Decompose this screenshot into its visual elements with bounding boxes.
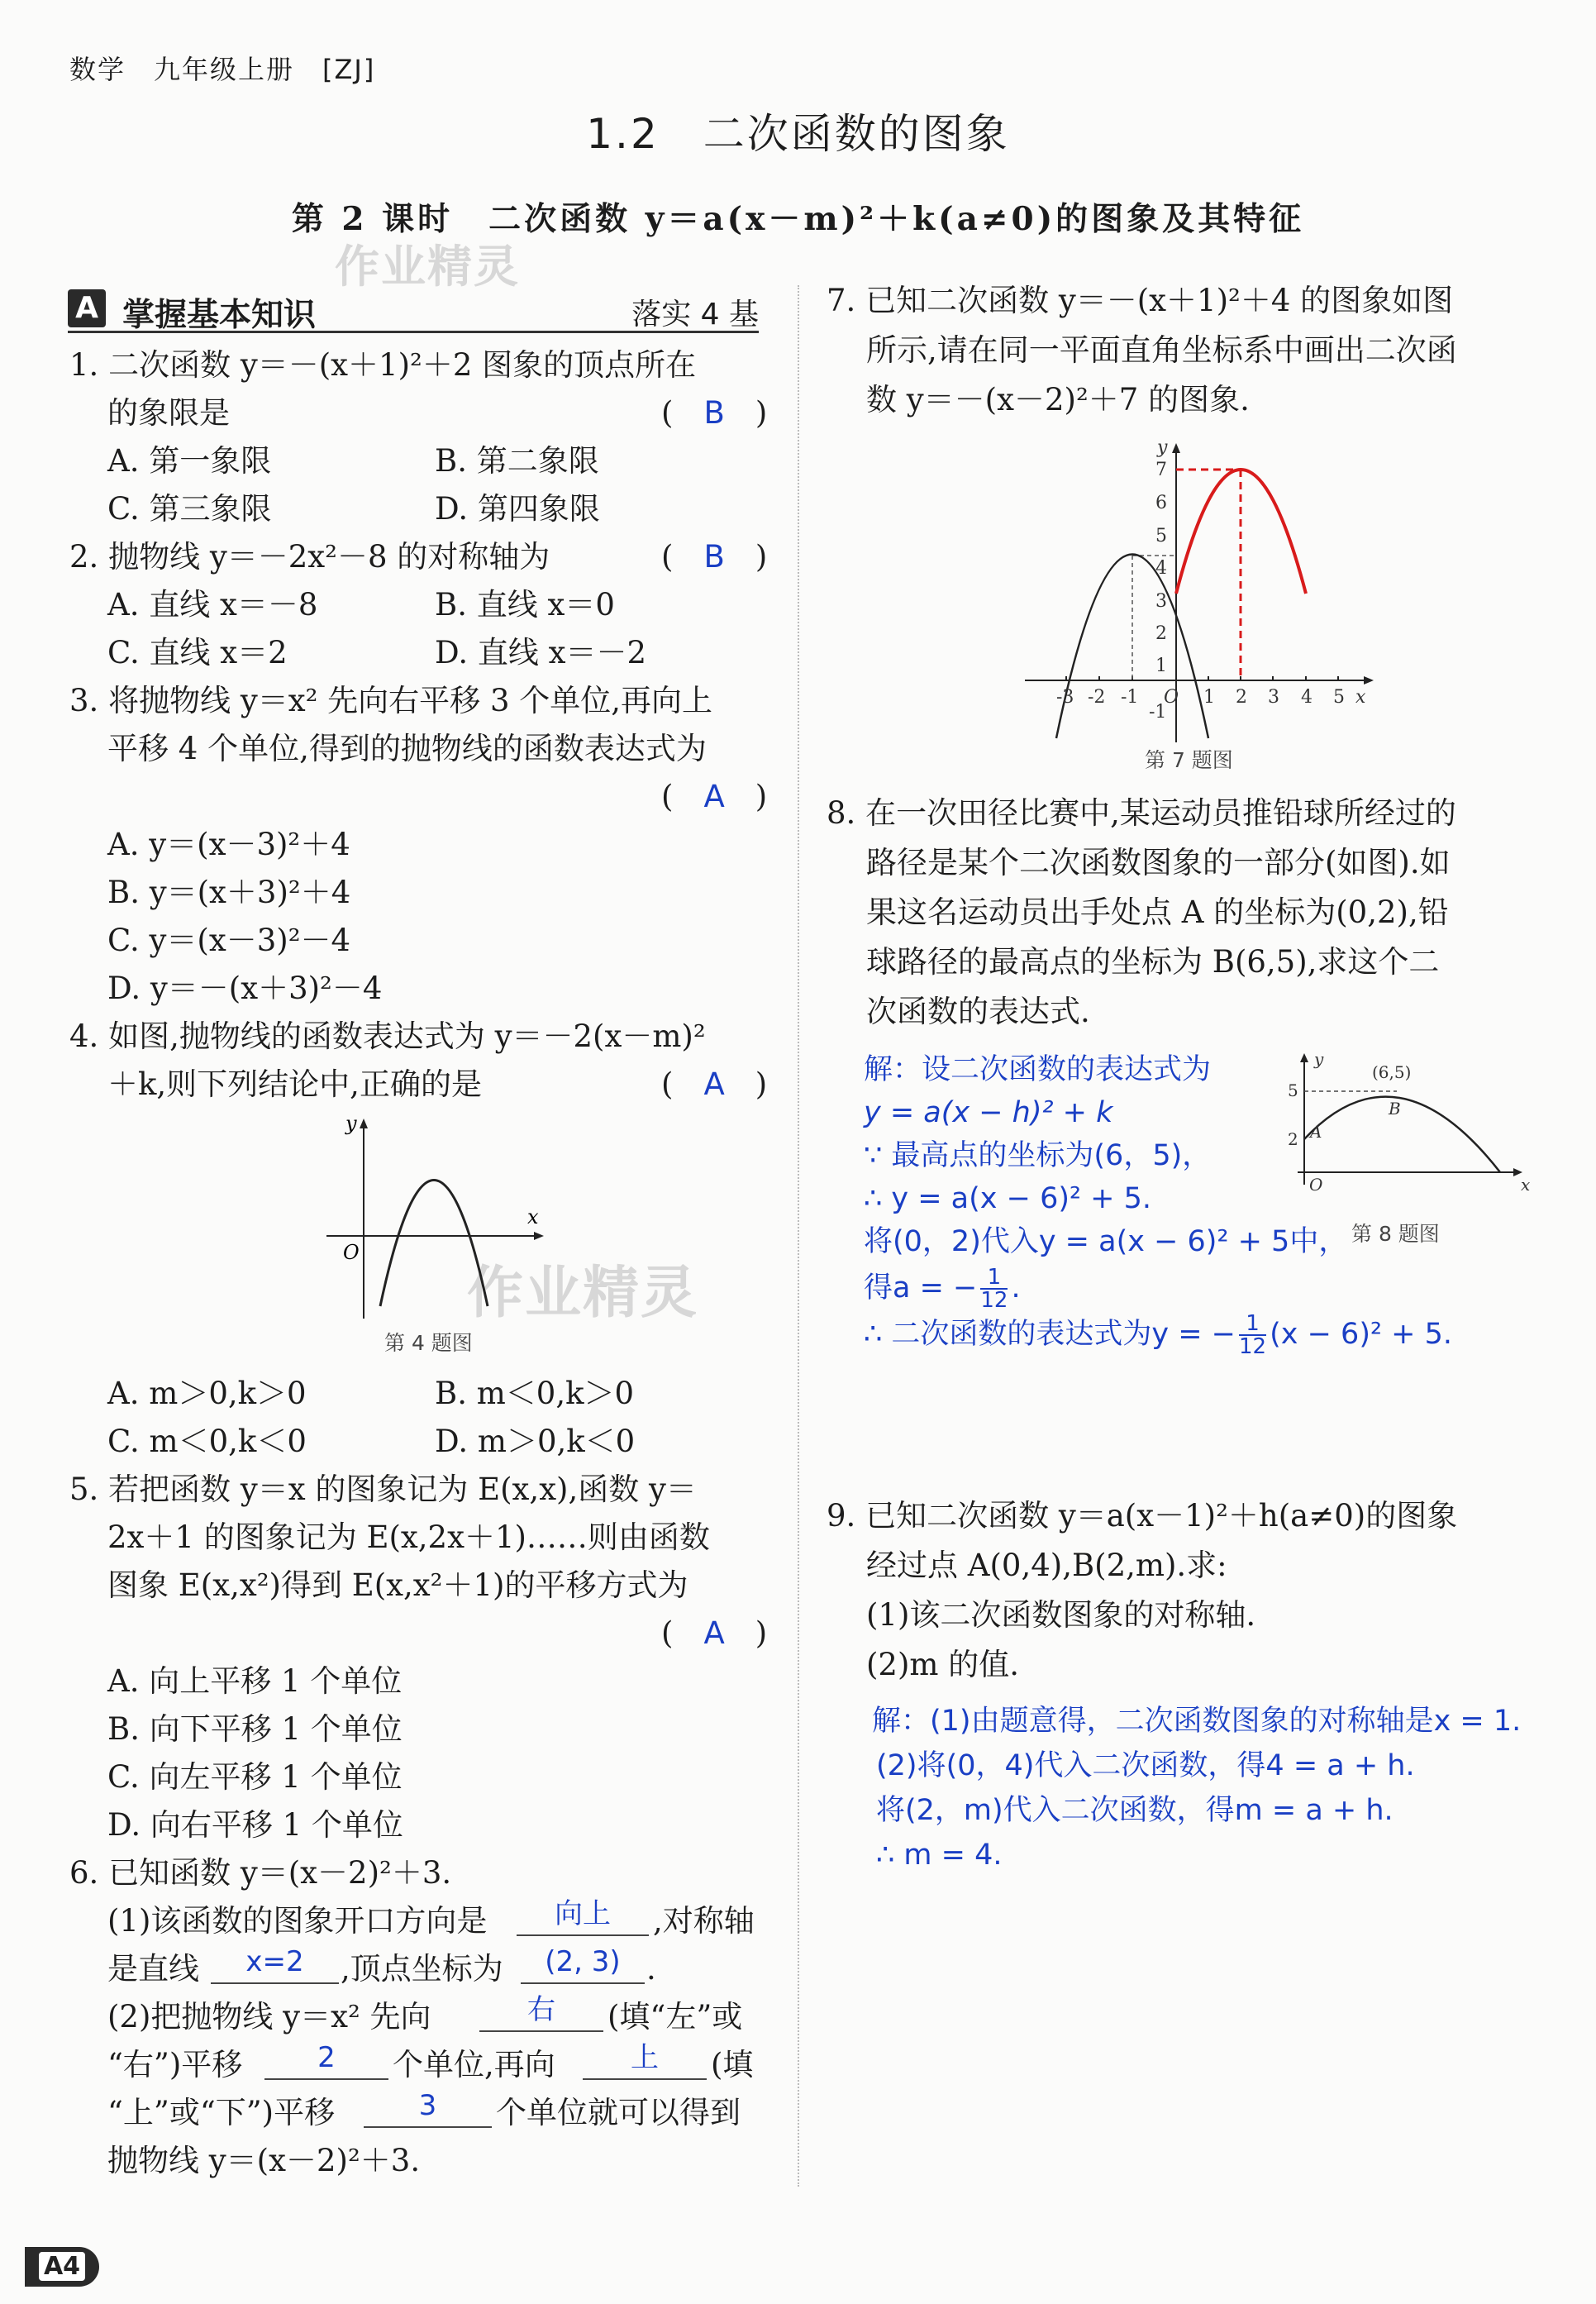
q8-stem: 路径是某个二次函数图象的一部分(如图).如: [866, 845, 1451, 880]
x-tick-neg1: -1: [1121, 687, 1139, 708]
q1-option-a: A. 第一象限: [107, 443, 272, 479]
y-tick-7: 7: [1155, 460, 1167, 480]
q6-text: (1)该函数的图象开口方向是: [107, 1903, 488, 1939]
q9-solution-line: ∴ m = 4.: [876, 1839, 1003, 1872]
q3-option-a: A. y＝(x－3)²＋4: [107, 827, 350, 862]
q5-option-b: B. 向下平移 1 个单位: [107, 1711, 403, 1747]
shot-path: [1304, 1097, 1500, 1172]
q1-stem: 1. 二次函数 y＝－(x＋1)²＋2 图象的顶点所在: [69, 347, 697, 383]
page-header: 数学 九年级上册 [ZJ]: [69, 54, 376, 85]
q9-stem: (2)m 的值.: [866, 1647, 1020, 1682]
y-tick-5: 5: [1155, 526, 1167, 546]
q2-option-a: A. 直线 x＝－8: [107, 587, 318, 623]
q5-stem: 2x＋1 的图象记为 E(x,2x＋1)……则由函数: [107, 1519, 710, 1555]
q6-text: 抛物线 y＝(x－2)²＋3.: [107, 2143, 421, 2178]
q6-blank-4[interactable]: 右: [479, 1994, 603, 2032]
y-tick-2: 2: [1288, 1129, 1298, 1149]
lesson-subtitle: 第 2 课时 二次函数 y＝a(x－m)²＋k(a≠0)的图象及其特征: [291, 200, 1305, 238]
q9-stem: 9. 已知二次函数 y＝a(x－1)²＋h(a≠0)的图象: [827, 1498, 1458, 1534]
q6-text: “上”或“下”)平移: [107, 2095, 336, 2130]
y-arrow: [1172, 443, 1180, 453]
x-tick-1: 1: [1203, 687, 1215, 708]
y-tick-3: 3: [1155, 591, 1167, 612]
q6-blank-7[interactable]: 3: [364, 2090, 492, 2128]
y-tick-4: 4: [1155, 558, 1167, 579]
q6-stem: 6. 已知函数 y＝(x－2)²＋3.: [69, 1855, 452, 1891]
q8-solution-line: [864, 1266, 1021, 1311]
q9-stem: 经过点 A(0,4),B(2,m).求:: [866, 1548, 1227, 1583]
q1-answer-choice: B: [703, 395, 725, 431]
section-tag: 落实 4 基: [631, 298, 759, 332]
q7-figure: [1017, 436, 1380, 751]
q5-option-c: C. 向左平移 1 个单位: [107, 1759, 403, 1795]
x-label: x: [527, 1205, 539, 1228]
q8-figure: [1273, 1048, 1529, 1197]
q4-stem: 4. 如图,抛物线的函数表达式为 y＝－2(x－m)²: [69, 1018, 706, 1054]
q4-option-b: B. m＜0,k＞0: [435, 1376, 635, 1411]
q6-blank-3[interactable]: (2, 3): [521, 1946, 645, 1984]
q6-text: (2)把抛物线 y＝x² 先向: [107, 1999, 431, 2034]
q6-blank-6[interactable]: 上: [583, 2042, 707, 2080]
q8-fraction-numerator: 1: [980, 1266, 1008, 1290]
q1-answer: ( B ): [661, 395, 768, 431]
q2-option-d: D. 直线 x＝－2: [435, 635, 647, 670]
q1-stem: 的象限是: [107, 395, 230, 431]
q5-stem: 5. 若把函数 y＝x 的图象记为 E(x,x),函数 y＝: [69, 1472, 697, 1507]
y-tick-2: 2: [1155, 623, 1167, 644]
point-b-label: B: [1389, 1099, 1401, 1119]
y-tick-1: 1: [1155, 656, 1167, 676]
x-tick-3: 3: [1268, 687, 1279, 708]
x-tick-neg2: -2: [1088, 687, 1106, 708]
vertex-label: (6,5): [1372, 1062, 1412, 1082]
section-rule: [68, 331, 759, 333]
x-tick-4: 4: [1301, 687, 1313, 708]
q8-fraction-denominator: 12: [980, 1288, 1008, 1313]
q3-stem: 平移 4 个单位,得到的抛物线的函数表达式为: [107, 731, 707, 766]
y-arrow: [360, 1119, 368, 1128]
q6-text: 个单位,再向: [393, 2047, 555, 2082]
x-tick-2: 2: [1236, 687, 1247, 708]
section-name: 掌握基本知识: [122, 297, 317, 334]
q5-answer: ( A ): [661, 1615, 768, 1651]
q2-stem: 2. 抛物线 y＝－2x²－8 的对称轴为: [69, 539, 550, 575]
q9-solution-line: 将(2，m)代入二次函数，得m = a + h.: [876, 1794, 1394, 1827]
q8-solution-line: ∴ y = a(x − 6)² + 5.: [864, 1182, 1152, 1215]
q6-text: ,对称轴: [653, 1903, 755, 1939]
q4-caption: 第 4 题图: [384, 1331, 473, 1355]
q8-solution-text: (x − 6)² + 5.: [1270, 1318, 1452, 1351]
q9-solution-line: (2)将(0，4)代入二次函数，得4 = a + h.: [876, 1749, 1415, 1782]
q6-text: 是直线: [107, 1951, 199, 1987]
q3-answer: ( A ): [661, 779, 768, 814]
q9-stem: (1)该二次函数图象的对称轴.: [866, 1597, 1256, 1633]
origin-label: O: [1164, 687, 1179, 708]
q7-stem: 7. 已知二次函数 y＝－(x＋1)²＋4 的图象如图: [827, 283, 1454, 318]
q5-option-d: D. 向右平移 1 个单位: [107, 1807, 403, 1843]
q8-solution-text: ∴ 二次函数的表达式为y = −: [864, 1318, 1236, 1351]
x-label: x: [1355, 687, 1366, 708]
q4-stem: ＋k,则下列结论中,正确的是: [107, 1066, 482, 1102]
q8-stem: 次函数的表达式.: [866, 994, 1090, 1029]
q8-stem: 球路径的最高点的坐标为 B(6,5),求这个二: [866, 944, 1440, 980]
q7-stem: 所示,请在同一平面直角坐标系中画出二次函: [866, 332, 1457, 368]
q9-solution-line: 解：(1)由题意得，二次函数图象的对称轴是x = 1.: [872, 1705, 1522, 1738]
q5-stem: 图象 E(x,x²)得到 E(x,x²＋1)的平移方式为: [107, 1567, 688, 1603]
watermark: 作业精灵: [467, 1261, 699, 1326]
q2-option-c: C. 直线 x＝2: [107, 635, 288, 670]
q1-option-c: C. 第三象限: [107, 491, 272, 527]
section-a-header: [68, 288, 759, 334]
q1-option-b: B. 第二象限: [435, 443, 599, 479]
parabola: [380, 1181, 488, 1307]
q8-fraction-denominator: 12: [1239, 1334, 1267, 1359]
q6-text: (填“左”或: [607, 1999, 743, 2034]
q4-option-d: D. m＞0,k＜0: [435, 1424, 636, 1459]
origin-label: O: [1309, 1175, 1323, 1195]
page-number: [25, 2247, 99, 2287]
q5-option-a: A. 向上平移 1 个单位: [107, 1663, 403, 1699]
section-badge: A: [68, 289, 106, 327]
q4-option-a: A. m＞0,k＞0: [107, 1376, 307, 1411]
y-arrow: [1300, 1053, 1308, 1062]
q5-answer-choice: A: [703, 1615, 725, 1651]
q6-blank-1[interactable]: 向上: [517, 1898, 649, 1936]
origin-label: O: [343, 1241, 360, 1264]
y-tick-5: 5: [1288, 1080, 1298, 1100]
q4-answer: ( A ): [661, 1066, 768, 1102]
q6-text: “右”)平移: [107, 2047, 243, 2082]
q2-answer: ( B ): [661, 539, 768, 575]
q6-blank-5[interactable]: 2: [264, 2042, 388, 2080]
page-number-label: A4: [39, 2252, 85, 2281]
q8-stem: 果这名运动员出手处点 A 的坐标为(0,2),铅: [866, 894, 1449, 930]
q8-solution-line: 将(0，2)代入y = a(x − 6)² + 5中，: [864, 1225, 1348, 1258]
q8-caption: 第 8 题图: [1351, 1222, 1440, 1246]
q3-stem: 3. 将抛物线 y＝x² 先向右平移 3 个单位,再向上: [69, 683, 713, 718]
q8-stem: 8. 在一次田径比赛中,某运动员推铅球所经过的: [827, 795, 1456, 831]
q2-option-b: B. 直线 x＝0: [435, 587, 615, 623]
q3-option-c: C. y＝(x－3)²－4: [107, 923, 351, 958]
q7-stem: 数 y＝－(x－2)²＋7 的图象.: [866, 382, 1250, 417]
q6-text: .: [646, 1951, 656, 1987]
q6-text: ,顶点坐标为: [341, 1951, 503, 1987]
y-tick-neg1: -1: [1149, 702, 1167, 723]
q8-solution-line: y = a(x − h)² + k: [864, 1096, 1113, 1129]
page-title: 1.2 二次函数的图象: [586, 110, 1010, 158]
q2-answer-choice: B: [703, 539, 725, 575]
q8-solution-text: .: [1011, 1271, 1021, 1305]
x-arrow: [534, 1232, 544, 1240]
watermark: 作业精灵: [335, 241, 520, 293]
q4-option-c: C. m＜0,k＜0: [107, 1424, 307, 1459]
q6-text: (填: [711, 2047, 754, 2082]
q6-text: 个单位就可以得到: [496, 2095, 741, 2130]
y-tick-6: 6: [1155, 493, 1167, 513]
q8-solution-line: 解：设二次函数的表达式为: [864, 1053, 1212, 1086]
q6-blank-2[interactable]: x=2: [211, 1946, 339, 1984]
q3-option-b: B. y＝(x＋3)²＋4: [107, 875, 351, 910]
q1-option-d: D. 第四象限: [435, 491, 600, 527]
x-arrow: [1364, 676, 1374, 685]
x-tick-5: 5: [1333, 687, 1345, 708]
q4-answer-choice: A: [703, 1066, 725, 1102]
q3-option-d: D. y＝－(x＋3)²－4: [107, 971, 383, 1006]
q8-fraction-numerator: 1: [1239, 1313, 1266, 1336]
q4-figure: [322, 1112, 554, 1327]
q8-solution-line: [864, 1313, 1452, 1357]
q3-answer-choice: A: [703, 779, 725, 814]
q8-solution-line: ∵ 最高点的坐标为(6，5)，: [864, 1139, 1212, 1172]
q8-solution-text: 得a = −: [864, 1271, 978, 1305]
point-a-label: A: [1310, 1122, 1322, 1142]
y-label: y: [345, 1112, 357, 1135]
column-divider: [798, 285, 799, 2187]
x-label: x: [1521, 1175, 1531, 1195]
x-tick-neg3: -3: [1056, 687, 1074, 708]
y-label: y: [1157, 437, 1168, 458]
q7-caption: 第 7 题图: [1145, 748, 1233, 772]
y-label: y: [1314, 1049, 1324, 1069]
